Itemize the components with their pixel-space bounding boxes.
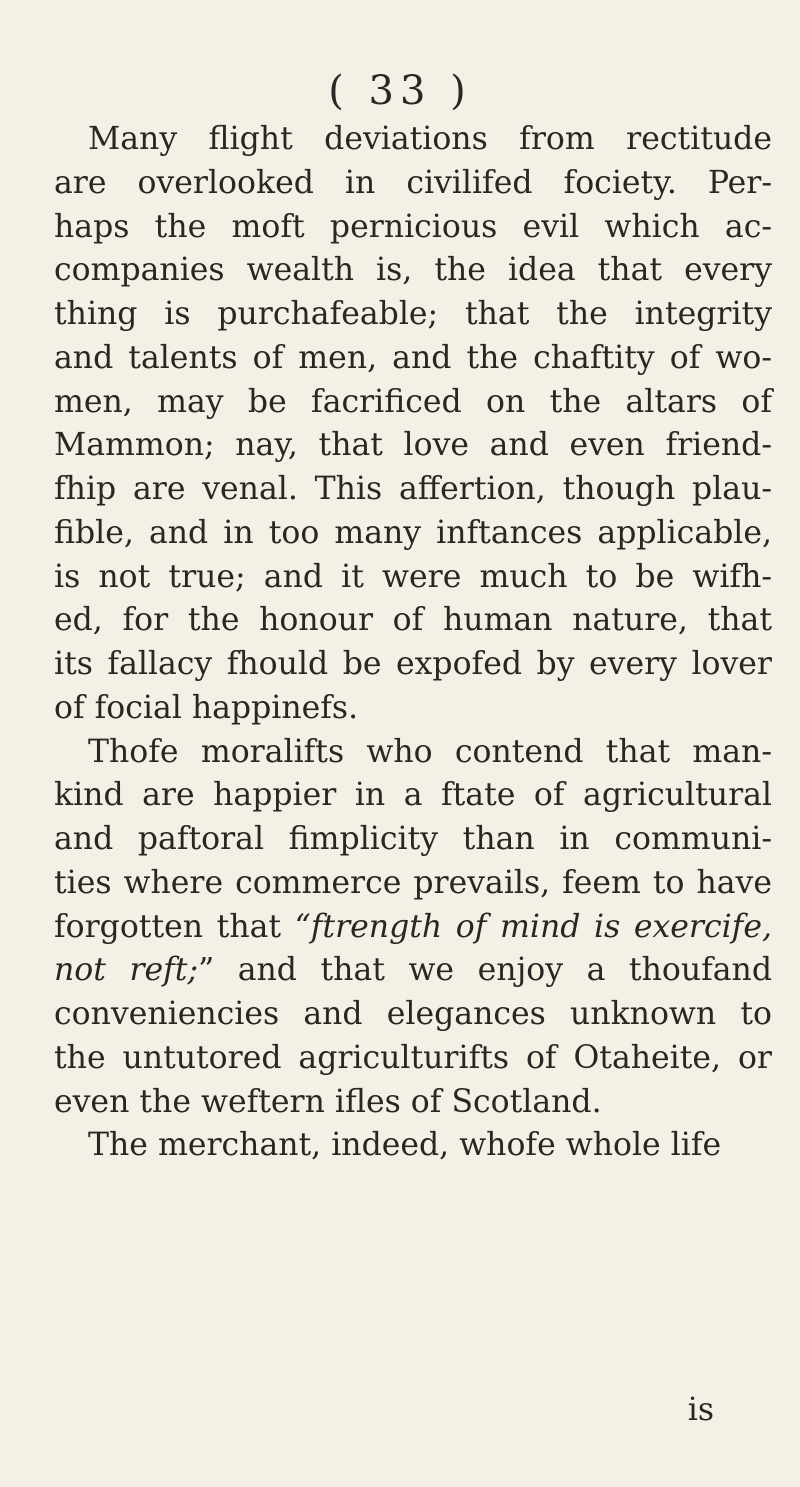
text-line: its fallacy fhould be expofed by every lover bbox=[54, 646, 772, 682]
text-line: kind are happier in a ftate of agricultural bbox=[54, 777, 772, 814]
text-line: The merchant, indeed, whofe whole life bbox=[88, 1127, 722, 1164]
text-line: fible, and in too many inftances applicable, bbox=[54, 514, 772, 551]
text-line: is not true; and it were much to be wifh- bbox=[54, 558, 772, 595]
quotation-italic: “ftrength of mind is exercife, bbox=[294, 908, 772, 945]
text-line: conveniencies and elegances unknown to bbox=[54, 996, 772, 1032]
text-run: forgotten that bbox=[54, 908, 295, 945]
text-line: haps the moft pernicious evil which ac- bbox=[54, 208, 772, 245]
text-line: fhip are venal. This affertion, though plau- bbox=[54, 471, 772, 507]
text-line: and talents of men, and the chaftity of wo- bbox=[54, 339, 772, 376]
text-line: Thofe moralifts who contend that man- bbox=[88, 733, 772, 770]
text-line: even the weftern ifles of Scotland. bbox=[54, 1083, 602, 1120]
body-text bbox=[54, 118, 772, 1168]
text-run: ” and that we enjoy a thoufand bbox=[198, 952, 772, 989]
text-line: ed, for the honour of human nature, that bbox=[54, 602, 772, 639]
quotation-italic: not reft; bbox=[54, 952, 199, 989]
text-line: the untutored agriculturifts of Otaheite, or bbox=[54, 1039, 772, 1076]
text-line: men, may be facrificed on the altars of bbox=[54, 383, 772, 420]
text-line-quote-end bbox=[54, 949, 772, 993]
text-line: and paftoral fimplicity than in communi- bbox=[54, 821, 772, 857]
text-line: Many flight deviations from rectitude bbox=[88, 121, 772, 157]
text-line-quote-start bbox=[54, 906, 772, 950]
text-line: are overlooked in civilifed fociety. Per- bbox=[54, 164, 772, 201]
page-number: ( 33 ) bbox=[328, 68, 472, 114]
text-line: ties where commerce prevails, feem to have bbox=[54, 864, 772, 901]
text-line: Mammon; nay, that love and even friend- bbox=[54, 427, 772, 464]
catchword: is bbox=[687, 1392, 714, 1428]
text-line: thing is purchafeable; that the integrity bbox=[54, 296, 772, 332]
text-line: of focial happinefs. bbox=[54, 689, 359, 726]
text-line: companies wealth is, the idea that every bbox=[54, 252, 772, 289]
